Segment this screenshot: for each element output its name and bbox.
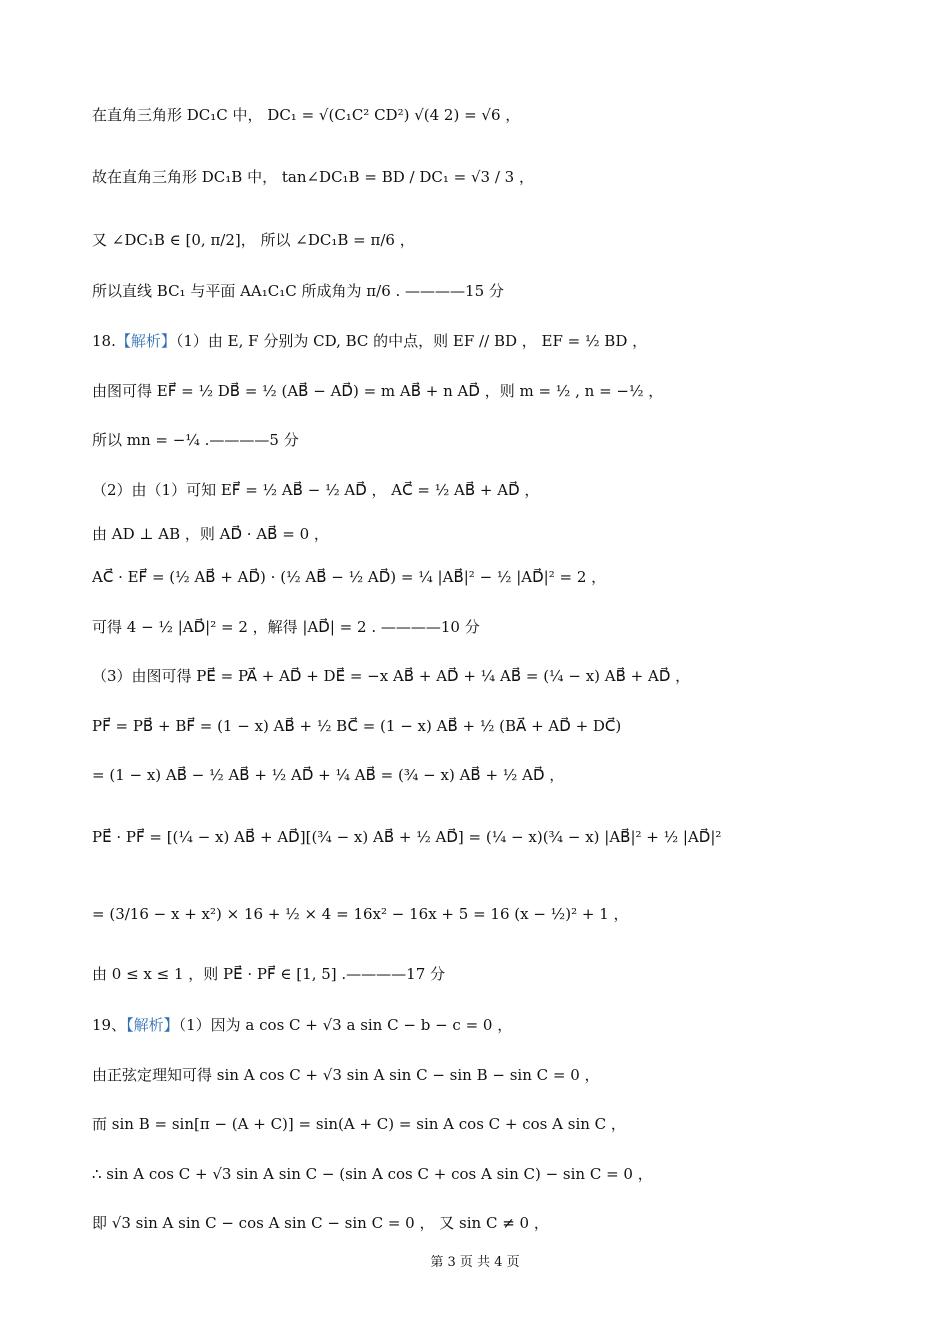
text-line: （2）由（1）可知 EF⃗ = ½ AB⃗ − ½ AD⃗ ， AC⃗ = ½ AB⃗ + AD⃗ ，	[92, 481, 540, 499]
text-line: ∴ sin A cos C + √3 sin A sin C − (sin A cos C + cos A sin C) − sin C = 0 ，	[92, 1165, 653, 1183]
text-line: = (1 − x) AB⃗ − ½ AB⃗ + ½ AD⃗ + ¼ AB⃗ = (¾ − x) AB⃗ + ½ AD⃗ ，	[92, 766, 565, 784]
analysis-tag: 【解析】	[115, 332, 176, 350]
text-line: 所以直线 BC₁ 与平面 AA₁C₁C 所成角为 π/6 . ————15 分	[92, 282, 504, 300]
text-line: = (3/16 − x + x²) × 16 + ½ × 4 = 16x² − 16x + 5 = 16 (x − ½)² + 1 ，	[92, 905, 629, 923]
text-line: （1）因为 a cos C + √3 a sin C − b − c = 0 ，	[178, 1016, 513, 1034]
text-line: （3）由图可得 PE⃗ = PA⃗ + AD⃗ + DE⃗ = −x AB⃗ + AD⃗ + ¼ AB⃗ = (¼ − x) AB⃗ + AD⃗ ，	[92, 667, 691, 685]
text-line: （1）由 E, F 分别为 CD, BC 的中点，则 EF // BD ， EF = ½ BD ，	[175, 332, 648, 350]
text-line: 故在直角三角形 DC₁B 中， tan∠DC₁B = BD / DC₁ = √3 / 3 ，	[92, 168, 534, 186]
text-line: PE⃗ · PF⃗ = [(¼ − x) AB⃗ + AD⃗][(¾ − x) AB⃗ + ½ AD⃗] = (¼ − x)(¾ − x) |AB⃗|² + ½ |AD⃗|²	[92, 828, 722, 846]
page-footer: 第 3 页 共 4 页	[430, 1255, 520, 1270]
section-19-heading	[92, 1014, 910, 1036]
text-line: 即 √3 sin A sin C − cos A sin C − sin C = 0 ， 又 sin C ≠ 0 ，	[92, 1214, 549, 1232]
text-line: 由正弦定理知可得 sin A cos C + √3 sin A sin C − sin B − sin C = 0 ，	[92, 1066, 600, 1084]
text-line: 而 sin B = sin[π − (A + C)] = sin(A + C) = sin A cos C + cos A sin C ，	[92, 1115, 626, 1133]
text-line: 由 AD ⊥ AB ，则 AD⃗ · AB⃗ = 0 ，	[92, 525, 329, 543]
section-number: 19、	[92, 1016, 127, 1034]
text-line: AC⃗ · EF⃗ = (½ AB⃗ + AD⃗) · (½ AB⃗ − ½ AD⃗) = ¼ |AB⃗|² − ½ |AD⃗|² = 2 ，	[92, 568, 607, 586]
text-line: 所以 mn = −¼ .————5 分	[92, 431, 299, 449]
text-line: PF⃗ = PB⃗ + BF⃗ = (1 − x) AB⃗ + ½ BC⃗ = (1 − x) AB⃗ + ½ (BA⃗ + AD⃗ + DC⃗)	[92, 717, 622, 735]
section-18-heading	[92, 330, 910, 352]
text-line: 在直角三角形 DC₁C 中， DC₁ = √(C₁C² CD²) √(4 2) = √6 ，	[92, 106, 521, 124]
analysis-tag: 【解析】	[126, 1016, 179, 1034]
text-line: 又 ∠DC₁B ∈ [0, π/2]， 所以 ∠DC₁B = π/6 ，	[92, 231, 415, 249]
section-number: 18.	[92, 332, 116, 350]
text-line: 可得 4 − ½ |AD⃗|² = 2 ，解得 |AD⃗| = 2 . ————10 分	[92, 618, 480, 636]
text-line: 由 0 ≤ x ≤ 1 ，则 PE⃗ · PF⃗ ∈ [1, 5] .————17 分	[92, 965, 446, 983]
text-line: 由图可得 EF⃗ = ½ DB⃗ = ½ (AB⃗ − AD⃗) = m AB⃗ + n AD⃗ ，则 m = ½ , n = −½ ，	[92, 382, 664, 400]
